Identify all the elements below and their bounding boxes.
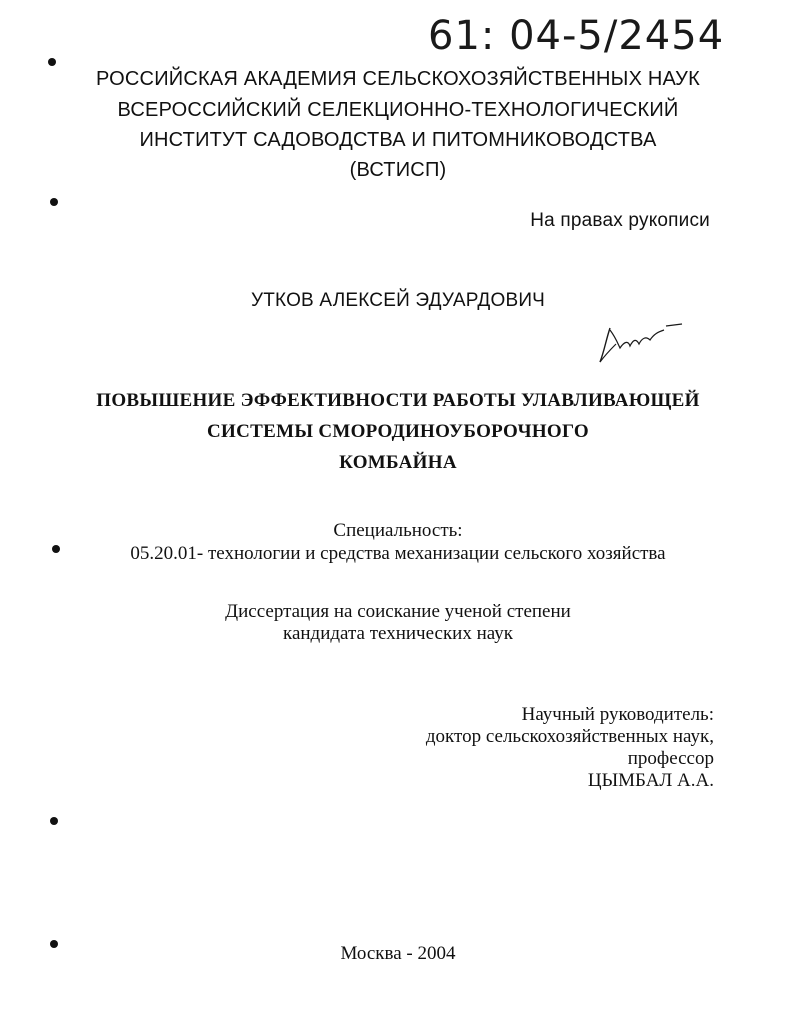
- binder-hole-mark: [50, 198, 58, 206]
- institution-line-3: ИНСТИТУТ САДОВОДСТВА И ПИТОМНИКОВОДСТВА: [139, 129, 657, 151]
- manuscript-note: На правах рукописи: [530, 210, 710, 231]
- specialty-label: Специальность:: [333, 520, 463, 541]
- place-and-year: Москва - 2004: [340, 943, 456, 964]
- degree-line-2: кандидата технических наук: [283, 623, 513, 644]
- dissertation-title-line-3: КОМБАЙНА: [339, 452, 457, 473]
- institution-abbreviation: (ВСТИСП): [349, 159, 447, 181]
- institution-line-2: ВСЕРОССИЙСКИЙ СЕЛЕКЦИОННО-ТЕХНОЛОГИЧЕСКИЙ: [117, 99, 679, 121]
- supervisor-rank: профессор: [627, 748, 714, 769]
- archive-code: 61: 04-5/2454: [428, 13, 725, 59]
- institution-line-1: РОССИЙСКАЯ АКАДЕМИЯ СЕЛЬСКОХОЗЯЙСТВЕННЫХ НАУК: [96, 68, 700, 90]
- dissertation-title-line-2: СИСТЕМЫ СМОРОДИНОУБОРОЧНОГО: [207, 421, 589, 442]
- supervisor-label: Научный руководитель:: [521, 704, 714, 725]
- specialty-value: 05.20.01- технологии и средства механизации сельского хозяйства: [130, 543, 666, 564]
- binder-hole-mark: [48, 58, 56, 66]
- binder-hole-mark: [50, 817, 58, 825]
- supervisor-name: ЦЫМБАЛ А.А.: [587, 770, 714, 791]
- dissertation-title-line-1: ПОВЫШЕНИЕ ЭФФЕКТИВНОСТИ РАБОТЫ УЛАВЛИВАЮЩЕЙ: [96, 390, 700, 411]
- supervisor-degree: доктор сельскохозяйственных наук,: [425, 726, 714, 747]
- author-name: УТКОВ АЛЕКСЕЙ ЭДУАРДОВИЧ: [250, 290, 546, 311]
- degree-line-1: Диссертация на соискание ученой степени: [225, 601, 571, 622]
- author-signature: [596, 318, 686, 368]
